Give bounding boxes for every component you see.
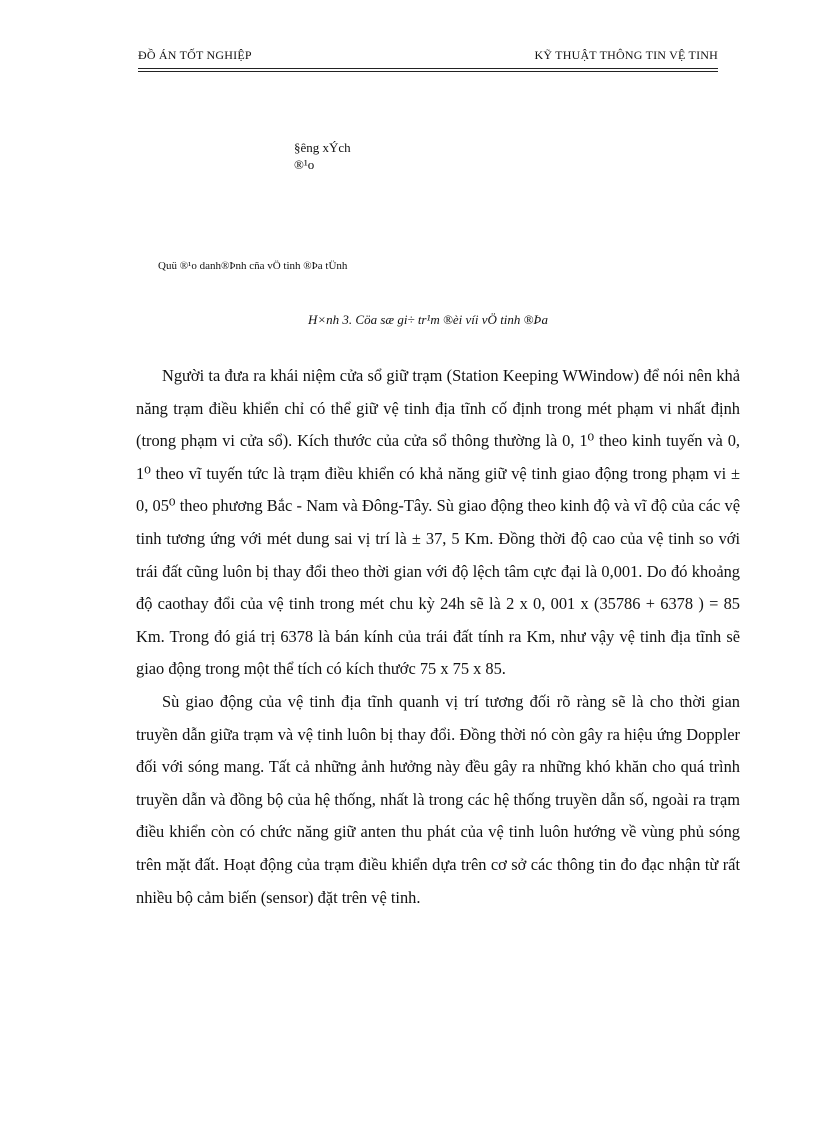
header-right-title: KỸ THUẬT THÔNG TIN VỆ TINH: [534, 48, 718, 62]
figure-label-equator-line2: ®¹o: [294, 157, 315, 172]
header-left-title: ĐỒ ÁN TỐT NGHIỆP: [138, 48, 252, 62]
header-rule-thin: [138, 71, 718, 72]
paragraph-1: Người ta đưa ra khái niệm cửa sổ giữ trạm (Station Keeping WWindow) để nói nên khả năng trạm điều khiển chỉ có thể giữ vệ tinh địa tĩnh cố định trong mét phạm vi nhất định (trong phạm vi cửa sổ). Kích thước của cửa sổ thông thường là 0, 1⁰ theo kinh tuyến và 0, 1⁰ theo vĩ tuyến tức là trạm điều khiển có khả năng giữ vệ tinh giao động trong phạm vi ± 0, 05⁰ theo phương Bắc - Nam và Đông-Tây. Sù giao động theo kinh độ và vĩ độ của các vệ tinh tương ứng với mét dung sai vị trí là ± 37, 5 Km. Đồng thời độ cao của vệ tinh so với trái đất cũng luôn bị thay đổi theo thời gian với độ lệch tâm cực đại là 0,001. Do đó khoảng độ caothay đổi của vệ tinh trong mét chu kỳ 24h sẽ là 2 x 0, 001 x (35786 + 6378 ) = 85 Km. Trong đó giá trị 6378 là bán kính của trái đất tính ra Km, như vậy vệ tinh địa tĩnh sẽ giao động trong một thể tích có kích thước 75 x 75 x 85.: [136, 366, 740, 679]
page-header: [138, 48, 718, 66]
header-rule: [138, 68, 718, 69]
figure-orbit-label: Quü ®¹o danh®Þnh cña vÖ tinh ®Þa tÜnh: [158, 260, 348, 272]
body-text: [136, 360, 740, 914]
paragraph-2: Sù giao động của vệ tinh địa tĩnh quanh vị trí tương đối rõ ràng sẽ là cho thời gian truyền dẫn giữa trạm và vệ tinh luôn bị thay đổi. Đồng thời nó còn gây ra hiệu ứng Doppler đối với sóng mang. Tất cả những ảnh hưởng này đều gây ra những khó khăn cho quá trình truyền dẫn và đồng bộ của hệ thống, nhất là trong các hệ thống truyền dẫn số, ngoài ra trạm điều khiển còn có chức năng giữ anten thu phát của vệ tinh luôn hướng về vùng phủ sóng trên mặt đất. Hoạt động của trạm điều khiển dựa trên cơ sở các thông tin đo đạc nhận từ rất nhiều bộ cảm biến (sensor) đặt trên vệ tinh.: [136, 691, 740, 907]
figure-caption: H×nh 3. Cöa sæ gi÷ tr¹m ®èi víi vÖ tinh ®Þa: [308, 312, 548, 327]
figure-label-equator-line1: §êng xÝch: [294, 140, 351, 155]
